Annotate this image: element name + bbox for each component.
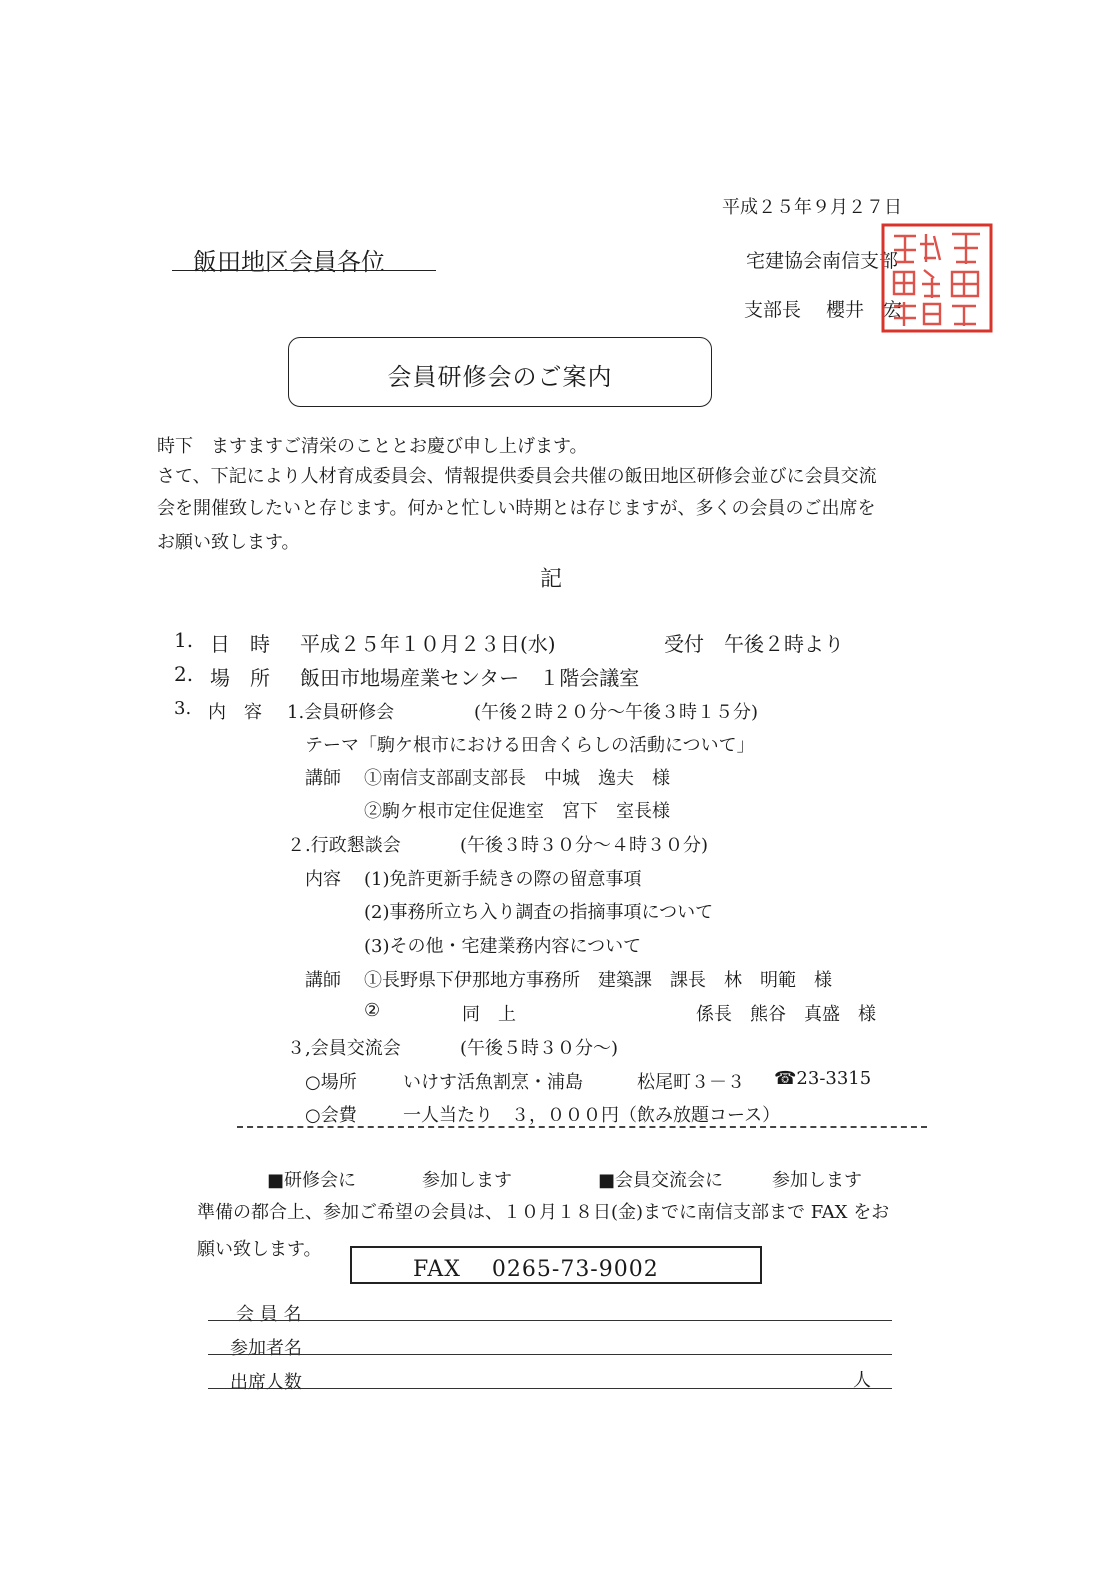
document-date: 平成２５年９月２７日: [722, 197, 902, 218]
lecturer: ②駒ケ根市定住促進室 宮下 室長様: [364, 801, 670, 822]
lecturer: ①長野県下伊那地方事務所 建築課 課長 林 明範 様: [364, 970, 832, 991]
content-item: (1)免許更新手続きの際の留意事項: [364, 869, 642, 890]
item-label-place: 場 所: [210, 666, 270, 690]
fee-label: ○会費: [305, 1105, 357, 1126]
session-theme: テーマ「駒ケ根市における田舎くらしの活動について」: [305, 735, 755, 756]
intro-line: さて、下記により人材育成委員会、情報提供委員会共催の飯田地区研修会並びに会員交流: [157, 466, 877, 487]
sender-title: 支部長: [744, 299, 802, 321]
reception-time: 受付 午後２時より: [664, 632, 844, 656]
count-unit: 人: [853, 1370, 871, 1391]
content-item: (3)その他・宅建業務内容について: [364, 936, 642, 957]
field-label-participant: 参加者名: [230, 1338, 302, 1359]
field-line-member[interactable]: [208, 1320, 892, 1321]
option-seminar-value: 参加します: [422, 1170, 512, 1191]
field-label-count: 出席人数: [230, 1372, 302, 1393]
ki-heading: 記: [540, 567, 563, 592]
lecturer: 係長 熊谷 真盛 様: [696, 1004, 876, 1025]
session-title: ３,会員交流会: [287, 1038, 401, 1059]
item-number: 2.: [174, 662, 194, 686]
venue-phone: ☎23-3315: [774, 1068, 872, 1089]
option-exchange-label: ■会員交流会に: [598, 1170, 724, 1191]
content-item: (2)事務所立ち入り調査の指摘事項について: [364, 902, 714, 923]
session-title: ２.行政懇談会: [287, 835, 401, 856]
item-number: 3.: [174, 698, 192, 719]
sender-organization: 宅建協会南信支部: [746, 250, 899, 272]
place-label: ○場所: [305, 1072, 357, 1093]
cut-line: [237, 1126, 927, 1128]
session-title: 1.会員研修会: [287, 702, 395, 723]
lecturer-label: 講師: [305, 768, 341, 789]
item-label-datetime: 日 時: [210, 632, 270, 656]
fee-value: 一人当たり ３，０００円（飲み放題コース）: [403, 1105, 781, 1126]
session-time: (午後３時３０分～４時３０分): [460, 835, 709, 856]
recipient-underline: [172, 270, 436, 271]
reply-note: 準備の都合上、参加ご希望の会員は、１０月１８日(金)までに南信支部まで FAX をお: [197, 1202, 890, 1223]
recipient: 飯田地区会員各位: [193, 248, 385, 276]
content-label: 内容: [305, 869, 341, 890]
reply-note: 願い致します。: [197, 1239, 322, 1260]
venue-name: いけす活魚割烹・浦島: [403, 1072, 583, 1093]
item-label-content: 内 容: [208, 702, 262, 723]
venue-address: 松尾町３－３: [637, 1072, 745, 1093]
item-value-place: 飯田市地場産業センター １階会議室: [300, 666, 640, 690]
intro-line: お願い致します。: [157, 532, 300, 553]
option-seminar-label: ■研修会に: [267, 1170, 357, 1191]
intro-line: 時下 ますますご清栄のこととお慶び申し上げます。: [157, 436, 588, 457]
sender-name: 櫻井 宏: [826, 299, 903, 321]
session-time: (午後５時３０分～): [460, 1038, 619, 1059]
official-seal-icon: [880, 222, 994, 334]
item-value-datetime: 平成２５年１０月２３日(水): [300, 632, 556, 656]
lecturer-same: 同 上: [462, 1004, 516, 1025]
lecturer-label: 講師: [305, 970, 341, 991]
page-title: 会員研修会のご案内: [387, 363, 613, 391]
session-time: (午後２時２０分～午後３時１５分): [474, 702, 759, 723]
option-exchange-value: 参加します: [772, 1170, 862, 1191]
field-label-member: 会 員 名: [236, 1304, 302, 1325]
item-number: 1.: [174, 628, 194, 652]
fax-number: FAX 0265-73-9002: [413, 1257, 659, 1282]
intro-line: 会を開催致したいと存じます。何かと忙しい時期とは存じますが、多くの会員のご出席を: [157, 498, 876, 519]
lecturer-number: ②: [364, 1000, 381, 1021]
field-line-count[interactable]: [208, 1388, 892, 1389]
lecturer: ①南信支部副支部長 中城 逸夫 様: [364, 768, 670, 789]
field-line-participant[interactable]: [208, 1354, 892, 1355]
